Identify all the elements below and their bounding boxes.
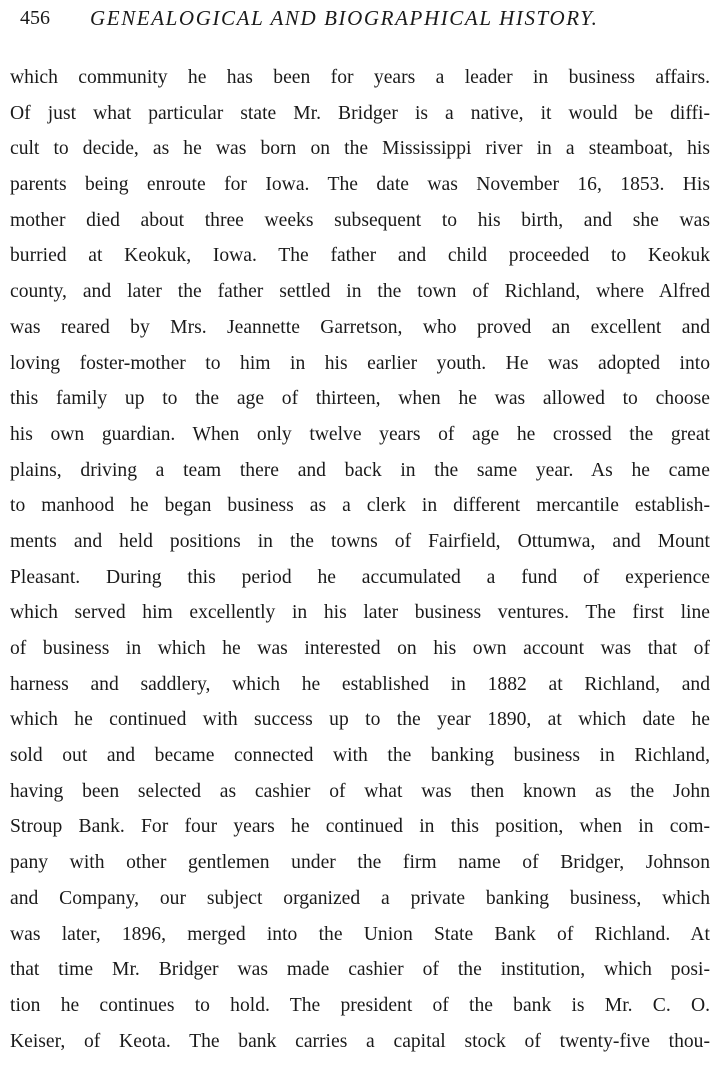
text-line: mother died about three weeks subsequent to his birth, and she was	[10, 209, 710, 231]
text-line: pany with other gentlemen under the firm name of Bridger, Johnson	[10, 852, 710, 874]
text-line: Stroup Bank. For four years he continued in this position, when in com-	[10, 816, 710, 838]
text-line: ments and held positions in the towns of Fairfield, Ottumwa, and Mount	[10, 530, 710, 552]
text-line: tion he continues to hold. The president of the bank is Mr. C. O.	[10, 994, 710, 1016]
text-line: was reared by Mrs. Jeannette Garretson, who proved an excellent and	[10, 316, 710, 338]
text-line: that time Mr. Bridger was made cashier of the institution, which posi-	[10, 959, 710, 981]
text-line: having been selected as cashier of what was then known as the John	[10, 780, 710, 802]
running-head: GENEALOGICAL AND BIOGRAPHICAL HISTORY.	[90, 6, 599, 30]
text-line: county, and later the father settled in the town of Richland, where Alfred	[10, 281, 710, 303]
text-line: Pleasant. During this period he accumulated a fund of experience	[10, 566, 710, 588]
text-line: burried at Keokuk, Iowa. The father and child proceeded to Keokuk	[10, 245, 710, 267]
text-line: cult to decide, as he was born on the Mississippi river in a steamboat, his	[10, 138, 710, 160]
page-header	[0, 4, 722, 40]
body-text	[10, 60, 710, 1059]
text-line: was later, 1896, merged into the Union State Bank of Richland. At	[10, 923, 710, 945]
text-line: Keiser, of Keota. The bank carries a capital stock of twenty-five thou-	[10, 1030, 710, 1052]
text-line: parents being enroute for Iowa. The date was November 16, 1853. His	[10, 174, 710, 196]
text-line: which served him excellently in his later business ventures. The first line	[10, 602, 710, 624]
text-line: which he continued with success up to the year 1890, at which date he	[10, 709, 710, 731]
text-line: his own guardian. When only twelve years of age he crossed the great	[10, 423, 710, 445]
text-line: this family up to the age of thirteen, when he was allowed to choose	[10, 388, 710, 410]
text-line: of business in which he was interested on his own account was that of	[10, 638, 710, 659]
text-line: and Company, our subject organized a private banking business, which	[10, 887, 710, 909]
page-number: 456	[20, 7, 50, 29]
text-line: loving foster-mother to him in his earlier youth. He was adopted into	[10, 352, 710, 374]
text-line: plains, driving a team there and back in the same year. As he came	[10, 459, 710, 481]
text-line: which community he has been for years a leader in business affairs.	[10, 67, 710, 88]
text-line: harness and saddlery, which he established in 1882 at Richland, and	[10, 673, 710, 695]
text-line: Of just what particular state Mr. Bridger is a native, it would be diffi-	[10, 102, 710, 124]
text-line: sold out and became connected with the banking business in Richland,	[10, 745, 710, 767]
text-line: to manhood he began business as a clerk in different mercantile establish-	[10, 495, 710, 517]
